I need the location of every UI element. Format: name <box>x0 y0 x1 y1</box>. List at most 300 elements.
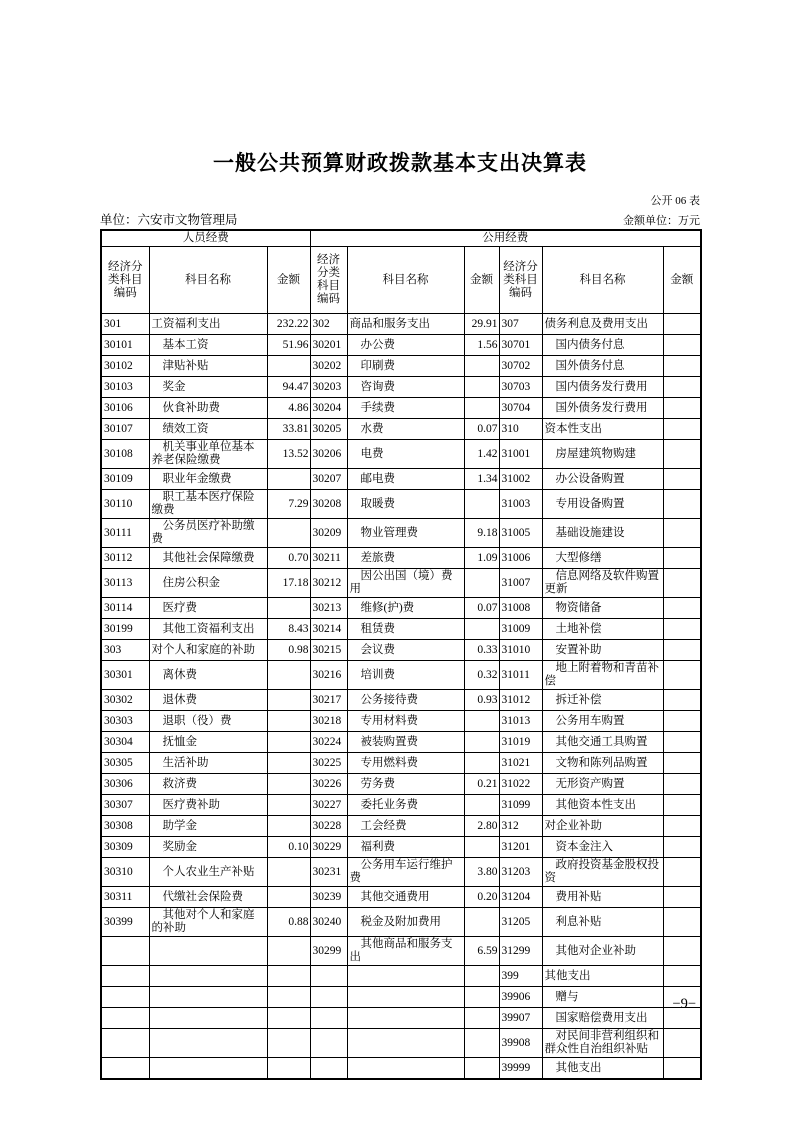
table-row <box>101 795 701 816</box>
amount-cell: 0.88 <box>267 908 310 937</box>
code-cell: 30229 <box>310 837 347 858</box>
amount-cell <box>267 1058 310 1080</box>
code-cell: 30309 <box>101 837 149 858</box>
code-cell: 31205 <box>499 908 542 937</box>
code-cell <box>310 1058 347 1080</box>
code-cell: 30199 <box>101 619 149 640</box>
code-cell: 30307 <box>101 795 149 816</box>
amount-cell: 0.98 <box>267 640 310 661</box>
name-cell: 水费 <box>347 419 464 440</box>
code-cell: 30211 <box>310 548 347 569</box>
name-cell: 被装购置费 <box>347 732 464 753</box>
name-cell: 专用设备购置 <box>542 490 663 519</box>
name-cell: 助学金 <box>149 816 267 837</box>
amount-cell <box>663 795 701 816</box>
name-cell: 住房公积金 <box>149 569 267 598</box>
name-cell: 职工基本医疗保险缴费 <box>149 490 267 519</box>
amount-cell: 1.56 <box>464 335 499 356</box>
unit-label: 单位：六安市文物管理局 <box>100 213 238 227</box>
amount-cell <box>267 795 310 816</box>
code-cell: 30202 <box>310 356 347 377</box>
name-cell: 咨询费 <box>347 377 464 398</box>
table-body <box>101 314 701 1080</box>
code-cell: 30226 <box>310 774 347 795</box>
amount-cell: 1.42 <box>464 440 499 469</box>
amount-cell <box>267 519 310 548</box>
amount-cell <box>663 398 701 419</box>
name-cell <box>149 1008 267 1029</box>
code-cell: 30224 <box>310 732 347 753</box>
name-cell: 债务利息及费用支出 <box>542 314 663 335</box>
table-row <box>101 753 701 774</box>
amount-cell: 6.59 <box>464 937 499 966</box>
name-cell <box>149 966 267 987</box>
document-content <box>100 0 700 1080</box>
amount-unit-label: 金额单位：万元 <box>623 215 700 227</box>
name-cell: 其他社会保障缴费 <box>149 548 267 569</box>
name-cell: 资本金注入 <box>542 837 663 858</box>
code-cell: 30208 <box>310 490 347 519</box>
amount-cell <box>663 711 701 732</box>
table-row <box>101 774 701 795</box>
amount-cell: 0.07 <box>464 419 499 440</box>
code-cell <box>101 966 149 987</box>
table-row <box>101 816 701 837</box>
page-number: −9− <box>672 996 696 1012</box>
name-cell: 因公出国（境）费用 <box>347 569 464 598</box>
amount-cell <box>464 1058 499 1080</box>
code-cell: 30302 <box>101 690 149 711</box>
code-cell: 30310 <box>101 858 149 887</box>
code-cell: 30305 <box>101 753 149 774</box>
amount-cell: 94.47 <box>267 377 310 398</box>
table-row <box>101 519 701 548</box>
code-cell: 31299 <box>499 937 542 966</box>
name-cell: 专用燃料费 <box>347 753 464 774</box>
name-cell: 土地补偿 <box>542 619 663 640</box>
code-cell: 30103 <box>101 377 149 398</box>
name-cell: 赠与 <box>542 987 663 1008</box>
name-cell: 国内债务发行费用 <box>542 377 663 398</box>
name-cell: 福利费 <box>347 837 464 858</box>
name-cell: 奖金 <box>149 377 267 398</box>
name-cell: 其他工资福利支出 <box>149 619 267 640</box>
code-cell: 30703 <box>499 377 542 398</box>
amount-cell <box>267 966 310 987</box>
name-cell: 抚恤金 <box>149 732 267 753</box>
name-cell <box>347 1029 464 1058</box>
name-cell: 房屋建筑物购建 <box>542 440 663 469</box>
amount-cell: 0.32 <box>464 661 499 690</box>
name-cell: 利息补贴 <box>542 908 663 937</box>
code-cell: 30240 <box>310 908 347 937</box>
amount-cell <box>464 398 499 419</box>
code-cell: 30201 <box>310 335 347 356</box>
name-cell: 税金及附加费用 <box>347 908 464 937</box>
name-cell <box>149 1058 267 1080</box>
name-cell: 手续费 <box>347 398 464 419</box>
amount-cell <box>663 661 701 690</box>
column-header: 经济分类科目编码 <box>499 247 542 314</box>
table-row <box>101 987 701 1008</box>
table-row <box>101 937 701 966</box>
amount-cell <box>267 356 310 377</box>
code-cell: 30231 <box>310 858 347 887</box>
code-cell: 30111 <box>101 519 149 548</box>
code-cell: 31099 <box>499 795 542 816</box>
column-header: 金额 <box>464 247 499 314</box>
name-cell: 国外债务付息 <box>542 356 663 377</box>
name-cell <box>347 1058 464 1080</box>
name-cell <box>347 1008 464 1029</box>
amount-cell: 0.33 <box>464 640 499 661</box>
code-cell: 399 <box>499 966 542 987</box>
table-row <box>101 440 701 469</box>
amount-cell: 17.18 <box>267 569 310 598</box>
amount-cell <box>267 711 310 732</box>
name-cell: 文物和陈列品购置 <box>542 753 663 774</box>
table-row <box>101 1008 701 1029</box>
column-header: 经济分类科目编码 <box>310 247 347 314</box>
name-cell: 其他商品和服务支出 <box>347 937 464 966</box>
code-cell: 39908 <box>499 1029 542 1058</box>
name-cell: 物资储备 <box>542 598 663 619</box>
amount-cell: 0.93 <box>464 690 499 711</box>
name-cell: 国内债务付息 <box>542 335 663 356</box>
code-cell: 31006 <box>499 548 542 569</box>
amount-cell <box>663 732 701 753</box>
name-cell: 国外债务发行费用 <box>542 398 663 419</box>
amount-cell: 1.09 <box>464 548 499 569</box>
amount-cell <box>663 419 701 440</box>
name-cell: 安置补助 <box>542 640 663 661</box>
table-row <box>101 335 701 356</box>
amount-cell <box>663 469 701 490</box>
code-cell: 30213 <box>310 598 347 619</box>
name-cell <box>149 937 267 966</box>
table-row <box>101 314 701 335</box>
table-row <box>101 661 701 690</box>
amount-cell <box>663 519 701 548</box>
amount-cell <box>464 1008 499 1029</box>
amount-cell <box>464 966 499 987</box>
code-cell: 31012 <box>499 690 542 711</box>
code-cell: 31001 <box>499 440 542 469</box>
code-cell: 31019 <box>499 732 542 753</box>
name-cell: 生活补助 <box>149 753 267 774</box>
amount-cell: 51.96 <box>267 335 310 356</box>
name-cell: 工会经费 <box>347 816 464 837</box>
code-cell <box>310 987 347 1008</box>
column-header: 科目名称 <box>347 247 464 314</box>
name-cell: 退休费 <box>149 690 267 711</box>
name-cell: 医疗费 <box>149 598 267 619</box>
code-cell: 30106 <box>101 398 149 419</box>
amount-cell <box>663 816 701 837</box>
code-cell: 30203 <box>310 377 347 398</box>
table-row <box>101 356 701 377</box>
amount-cell: 7.29 <box>267 490 310 519</box>
amount-cell <box>464 356 499 377</box>
table-row <box>101 419 701 440</box>
name-cell: 公务用车购置 <box>542 711 663 732</box>
name-cell: 工资福利支出 <box>149 314 267 335</box>
name-cell: 公务用车运行维护费 <box>347 858 464 887</box>
amount-cell <box>663 619 701 640</box>
code-cell: 30228 <box>310 816 347 837</box>
name-cell: 委托业务费 <box>347 795 464 816</box>
code-cell: 30114 <box>101 598 149 619</box>
page-title: 一般公共预算财政拨款基本支出决算表 <box>213 152 587 175</box>
amount-cell <box>267 774 310 795</box>
amount-cell <box>663 377 701 398</box>
code-cell: 312 <box>499 816 542 837</box>
name-cell: 其他对个人和家庭的补助 <box>149 908 267 937</box>
name-cell: 办公费 <box>347 335 464 356</box>
amount-cell <box>663 774 701 795</box>
name-cell: 其他交通费用 <box>347 887 464 908</box>
amount-cell: 29.91 <box>464 314 499 335</box>
group-header-row <box>101 230 701 247</box>
table-row <box>101 548 701 569</box>
amount-cell <box>267 690 310 711</box>
code-cell: 30207 <box>310 469 347 490</box>
code-cell: 30218 <box>310 711 347 732</box>
code-cell: 30303 <box>101 711 149 732</box>
code-cell: 31011 <box>499 661 542 690</box>
code-cell: 30216 <box>310 661 347 690</box>
code-cell: 30215 <box>310 640 347 661</box>
name-cell: 劳务费 <box>347 774 464 795</box>
name-cell: 基础设施建设 <box>542 519 663 548</box>
code-cell: 30101 <box>101 335 149 356</box>
code-cell: 31009 <box>499 619 542 640</box>
code-cell: 301 <box>101 314 149 335</box>
amount-cell <box>663 548 701 569</box>
code-cell: 30308 <box>101 816 149 837</box>
column-header: 经济分类科目编码 <box>101 247 149 314</box>
amount-cell <box>663 937 701 966</box>
table-row <box>101 377 701 398</box>
amount-cell <box>663 1058 701 1080</box>
code-cell: 30702 <box>499 356 542 377</box>
name-cell: 基本工资 <box>149 335 267 356</box>
amount-cell: 0.07 <box>464 598 499 619</box>
amount-cell: 4.86 <box>267 398 310 419</box>
code-cell: 39999 <box>499 1058 542 1080</box>
table-row <box>101 908 701 937</box>
name-cell: 培训费 <box>347 661 464 690</box>
code-cell <box>310 966 347 987</box>
amount-cell <box>464 1029 499 1058</box>
amount-cell <box>464 711 499 732</box>
name-cell: 公务员医疗补助缴费 <box>149 519 267 548</box>
group-header-personnel: 人员经费 <box>101 230 310 247</box>
name-cell: 信息网络及软件购置更新 <box>542 569 663 598</box>
code-cell: 30112 <box>101 548 149 569</box>
name-cell: 对个人和家庭的补助 <box>149 640 267 661</box>
code-cell: 30304 <box>101 732 149 753</box>
amount-cell <box>464 908 499 937</box>
amount-cell <box>464 377 499 398</box>
amount-cell: 0.21 <box>464 774 499 795</box>
code-cell: 30399 <box>101 908 149 937</box>
code-cell <box>310 1029 347 1058</box>
table-row <box>101 1058 701 1080</box>
name-cell: 无形资产购置 <box>542 774 663 795</box>
code-cell: 31007 <box>499 569 542 598</box>
table-row <box>101 1029 701 1058</box>
name-cell: 机关事业单位基本养老保险缴费 <box>149 440 267 469</box>
meta-row <box>100 210 700 228</box>
code-cell: 30204 <box>310 398 347 419</box>
name-cell: 邮电费 <box>347 469 464 490</box>
amount-cell <box>267 1008 310 1029</box>
name-cell: 会议费 <box>347 640 464 661</box>
code-cell: 30102 <box>101 356 149 377</box>
amount-cell <box>663 640 701 661</box>
name-cell: 商品和服务支出 <box>347 314 464 335</box>
table-row <box>101 690 701 711</box>
amount-cell <box>663 837 701 858</box>
amount-cell <box>464 987 499 1008</box>
column-header: 金额 <box>663 247 701 314</box>
amount-cell: 3.80 <box>464 858 499 887</box>
name-cell <box>347 966 464 987</box>
name-cell: 其他支出 <box>542 1058 663 1080</box>
name-cell: 印刷费 <box>347 356 464 377</box>
column-header: 科目名称 <box>542 247 663 314</box>
table-row <box>101 887 701 908</box>
code-cell: 30205 <box>310 419 347 440</box>
code-cell: 30206 <box>310 440 347 469</box>
amount-cell <box>663 335 701 356</box>
code-cell: 31002 <box>499 469 542 490</box>
amount-cell <box>267 661 310 690</box>
amount-cell <box>464 753 499 774</box>
code-cell: 31008 <box>499 598 542 619</box>
amount-cell <box>663 887 701 908</box>
amount-cell <box>267 887 310 908</box>
code-cell <box>101 937 149 966</box>
code-cell: 30299 <box>310 937 347 966</box>
code-cell: 30227 <box>310 795 347 816</box>
code-cell: 30209 <box>310 519 347 548</box>
code-cell: 31203 <box>499 858 542 887</box>
amount-cell <box>663 440 701 469</box>
code-cell: 30109 <box>101 469 149 490</box>
form-code-label: 公开 06 表 <box>650 195 700 207</box>
name-cell: 伙食补助费 <box>149 398 267 419</box>
table-row <box>101 398 701 419</box>
name-cell: 大型修缮 <box>542 548 663 569</box>
name-cell: 其他交通工具购置 <box>542 732 663 753</box>
name-cell: 资本性支出 <box>542 419 663 440</box>
name-cell: 费用补贴 <box>542 887 663 908</box>
code-cell: 30214 <box>310 619 347 640</box>
code-cell: 31005 <box>499 519 542 548</box>
table-row <box>101 732 701 753</box>
name-cell: 个人农业生产补贴 <box>149 858 267 887</box>
name-cell: 退职（役）费 <box>149 711 267 732</box>
code-cell <box>101 987 149 1008</box>
amount-cell: 2.80 <box>464 816 499 837</box>
code-cell: 310 <box>499 419 542 440</box>
amount-cell <box>464 490 499 519</box>
name-cell: 电费 <box>347 440 464 469</box>
name-cell: 租赁费 <box>347 619 464 640</box>
code-cell: 30701 <box>499 335 542 356</box>
name-cell: 医疗费补助 <box>149 795 267 816</box>
amount-cell <box>267 732 310 753</box>
amount-cell <box>663 966 701 987</box>
code-cell: 30311 <box>101 887 149 908</box>
code-cell <box>101 1029 149 1058</box>
code-cell <box>101 1058 149 1080</box>
name-cell: 其他对企业补助 <box>542 937 663 966</box>
amount-cell <box>267 858 310 887</box>
code-cell: 303 <box>101 640 149 661</box>
code-cell: 30301 <box>101 661 149 690</box>
code-cell: 30212 <box>310 569 347 598</box>
name-cell: 拆迁补偿 <box>542 690 663 711</box>
name-cell: 物业管理费 <box>347 519 464 548</box>
name-cell: 代缴社会保险费 <box>149 887 267 908</box>
code-cell: 31021 <box>499 753 542 774</box>
name-cell: 维修(护)费 <box>347 598 464 619</box>
name-cell: 专用材料费 <box>347 711 464 732</box>
name-cell: 离休费 <box>149 661 267 690</box>
name-cell: 对民间非营利组织和群众性自治组织补贴 <box>542 1029 663 1058</box>
name-cell: 其他支出 <box>542 966 663 987</box>
column-header-row <box>101 247 701 314</box>
amount-cell <box>464 619 499 640</box>
amount-cell: 1.34 <box>464 469 499 490</box>
amount-cell: 13.52 <box>267 440 310 469</box>
amount-cell <box>663 690 701 711</box>
name-cell: 政府投资基金股权投资 <box>542 858 663 887</box>
amount-cell <box>663 908 701 937</box>
column-header: 金额 <box>267 247 310 314</box>
code-cell: 30110 <box>101 490 149 519</box>
amount-cell <box>267 816 310 837</box>
amount-cell <box>267 937 310 966</box>
code-cell <box>101 1008 149 1029</box>
name-cell: 国家赔偿费用支出 <box>542 1008 663 1029</box>
name-cell: 其他资本性支出 <box>542 795 663 816</box>
name-cell: 办公设备购置 <box>542 469 663 490</box>
name-cell: 绩效工资 <box>149 419 267 440</box>
amount-cell <box>464 837 499 858</box>
amount-cell <box>464 732 499 753</box>
amount-cell <box>663 490 701 519</box>
name-cell: 奖励金 <box>149 837 267 858</box>
code-cell: 39906 <box>499 987 542 1008</box>
amount-cell <box>663 1029 701 1058</box>
code-cell: 31010 <box>499 640 542 661</box>
group-header-public: 公用经费 <box>310 230 701 247</box>
table-row <box>101 569 701 598</box>
name-cell: 职业年金缴费 <box>149 469 267 490</box>
amount-cell <box>663 569 701 598</box>
amount-cell <box>267 1029 310 1058</box>
code-cell: 30113 <box>101 569 149 598</box>
table-row <box>101 837 701 858</box>
amount-cell: 8.43 <box>267 619 310 640</box>
code-cell: 302 <box>310 314 347 335</box>
code-cell: 307 <box>499 314 542 335</box>
amount-cell: 0.70 <box>267 548 310 569</box>
